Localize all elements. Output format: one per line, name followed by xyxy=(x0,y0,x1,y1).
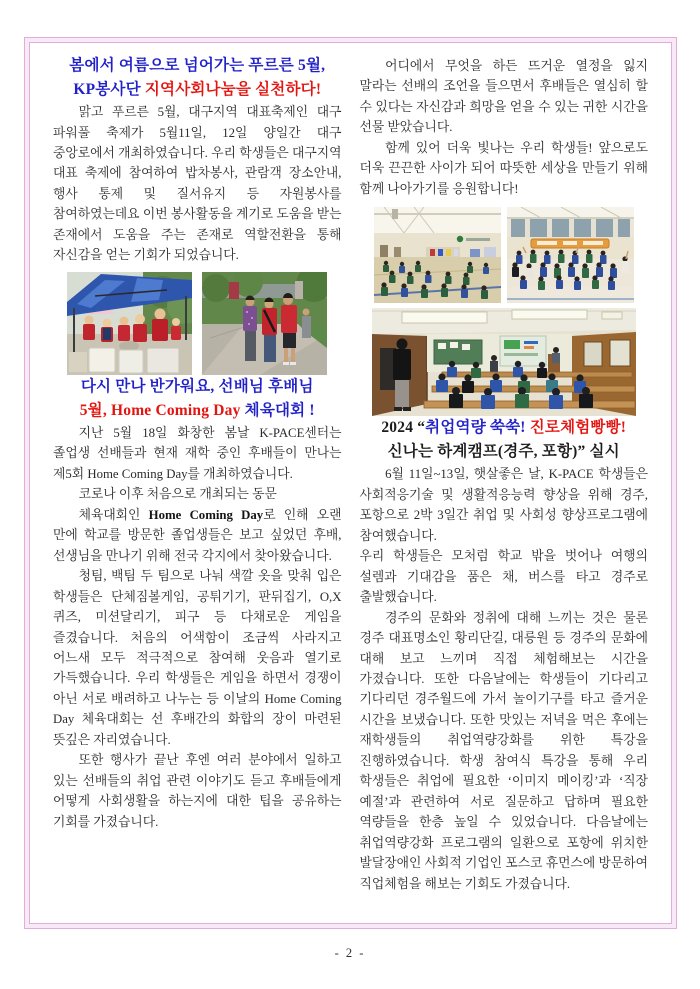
volunteer-photo-row xyxy=(53,272,342,375)
homecoming-title-line1: 다시 만나 반가워요, 선배님 후배님 xyxy=(80,377,314,395)
camp-paragraph-3: 경주의 문화와 정취에 대해 느끼는 것은 물론 경주 대표명소인 황리단길, 대릉원 등 경주의 문화에 대해 보고 느끼며 직접 체험해보는 시간을 가졌습니다. 또한 다음날에는 학생들이 기다리고 기다리던 경주월드에 가서 놀이기구를 타고 즐거운 시간을 보냈습니다. 또한 맛있는 저녁을 먹은 후에는 재학생들의 취업역량강화를 위한 특강을 진행하였습니다. 학생 참여식 특강을 통해 우리 학생들은 취업에 필요한 ‘이미지 메이킹’과 ‘직장 예절’과 관련하여 서로 질문하고 답하며 필요한 역량들을 한층 높일 수 있었습니다. 다음날에는 취업역량강화 프로그램의 일환으로 포항에 위치한 발달장애인 사회적 기업인 포스코 휴먼스에 방문하여 직업체험을 해보는 기회도 가졌습니다. xyxy=(359,610,648,891)
homecoming-photo-collage xyxy=(360,207,649,416)
homecoming-paragraph-4: 청팀, 백팀 두 팀으로 나눠 색깔 옷을 맞춰 입은 학생들은 단체짐볼게임, 공튀기기, 판뒤집기, O,X 퀴즈, 미션달리기, 피구 등 다채로운 게임을 즐겼습니다. 처음의 어색함이 조금씩 사라지고 어느새 모두 적극적으로 참여해 웃음과 열기로 가득했습니다. 우리 학생들은 게임을 하면서 경쟁이 아닌 서로 배려하고 나누는 등 이날의 Home Coming Day 체육대회는 선 후배간의 화합의 장이 마련된 뜻깊은 자리였습니다. xyxy=(53,569,342,747)
homecoming-paragraph-1: 지난 5월 18일 화창한 봄날 K-PACE센터는 졸업생 선배들과 현재 재학 중인 후배들이 만나는 제5회 Home Coming Day를 개최하였습니다. xyxy=(53,425,342,481)
camp-title-line2: 신나는 하계캠프(경주, 포항)” 실시 xyxy=(387,443,620,461)
homecoming-paragraph-6: 어디에서 무엇을 하든 뜨거운 열정을 잃지 말라는 선배의 조언을 들으면서 후배들은 열심히 할 수 있다는 자신감과 희망을 얻을 수 있는 귀한 시간을 선물 받았습니다. xyxy=(359,59,648,135)
camp-paragraph-2: 우리 학생들은 모처럼 학교 밖을 벗어나 여행의 설렘과 기대감을 품은 채, 버스를 타고 경주로 출발했습니다. xyxy=(359,549,648,605)
homecoming-paragraph-2: 코로나 이후 처음으로 개최되는 동문 xyxy=(78,487,277,502)
volunteer-article-title xyxy=(53,54,342,102)
photo-gym-opening-ceremony xyxy=(374,207,501,303)
volunteer-title-line2-red: 지역사회나눔을 실천하다! xyxy=(144,81,322,99)
photo-gym-group-photo xyxy=(507,207,634,303)
homecoming-paragraph-3 xyxy=(53,505,342,566)
volunteer-title-line1: 봄에서 여름으로 넘어가는 푸르른 5월, xyxy=(69,57,326,74)
homecoming-p3-bold: Home Coming Day xyxy=(148,507,264,522)
homecoming-paragraph-5: 또한 행사가 끝난 후엔 여러 분야에서 일하고 있는 선배들의 취업 관련 이야기도 듣고 후배들에게 어떻게 사회생활을 하는지에 대한 팁을 공유하는 기회를 가졌습니다. xyxy=(53,753,342,829)
newsletter-page-border xyxy=(25,38,676,928)
camp-title-line1-red: 진로체험빵빵! xyxy=(525,419,627,437)
camp-title-line1-blue: 취업역량 쑥쑥! xyxy=(425,419,526,437)
camp-article-title xyxy=(360,416,649,464)
volunteer-title-line2-blue: KP봉사단 xyxy=(73,81,145,99)
right-column xyxy=(360,54,649,918)
homecoming-title-line2-red: 5월, Home Coming Day xyxy=(79,401,245,419)
volunteer-paragraph-1: 맑고 푸르른 5월, 대구지역 대표축제인 대구 파워풀 축제가 5월11일, 12일 양일간 대구 중앙로에서 개최하였습니다. 우리 학생들은 대구지역 대표 축제에 참여하여 밥차봉사, 관람객 장소안내, 행사 통제 및 질서유지 등 자원봉사를 참여하였는데요 이번 봉사활동을 계기로 도움을 받는 존재에서 도움을 주는 존재로 역할전환을 통해 자신감을 얻는 기회가 되었습니다. xyxy=(53,105,342,263)
camp-paragraph-1: 6월 11일~13일, 햇살좋은 날, K-PACE 학생들은 사회적응기술 및 생활적응능력 향상을 위해 경주, 포항으로 2박 3일간 취업 및 사회성 향상프로그램에 참여했습니다. xyxy=(359,467,648,543)
photo-daegu-festival-volunteers xyxy=(67,272,192,375)
left-column xyxy=(53,54,342,918)
homecoming-article-title xyxy=(53,375,342,423)
photo-volunteers-helping-visitor xyxy=(202,272,327,375)
homecoming-p3-post: 로 인해 오랜 만에 학교를 방문한 졸업생들은 보고 싶었던 후배, 선생님을 만나기 위해 전국 각지에서 찾아왔습니다. xyxy=(53,507,342,563)
homecoming-p3-pre: 체육대회인 xyxy=(78,507,149,522)
homecoming-title-line2-blue: 체육대회 ! xyxy=(244,401,315,419)
page-number: - 2 - xyxy=(334,946,366,960)
homecoming-paragraph-7: 함께 있어 더욱 빛나는 우리 학생들! 앞으로도 더욱 끈끈한 사이가 되어 따뜻한 세상을 만들기 위해 함께 나아가기를 응원합니다! xyxy=(359,140,648,196)
camp-title-line1-black: 2024 “ xyxy=(381,419,426,437)
photo-career-lecture-classroom xyxy=(372,308,636,416)
